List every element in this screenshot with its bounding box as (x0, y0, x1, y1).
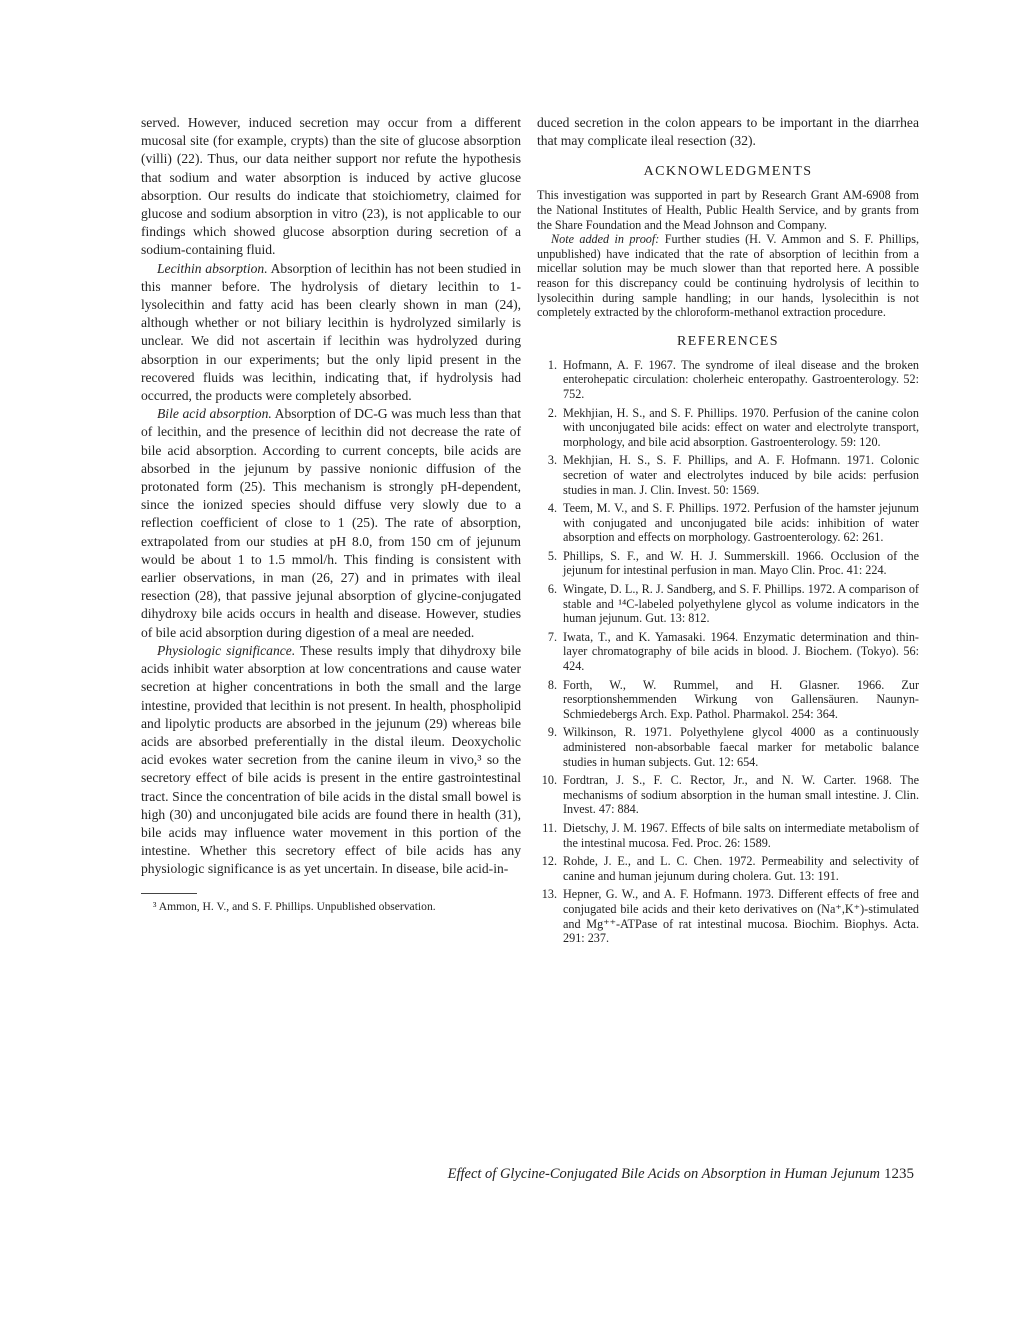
reference-text: Iwata, T., and K. Yamasaki. 1964. Enzymatic determination and thin-layer chromatography of bile acids in blood. J. Biochem. (Tokyo). 56: 424. (563, 629, 919, 674)
footnote: ³ Ammon, H. V., and S. F. Phillips. Unpublished observation. (153, 899, 436, 913)
reference-text: Wilkinson, R. 1971. Polyethylene glycol 4000 as a continuously administered non-absorbable faecal marker for metabolic balance studies in human subjects. Gut. 12: 654. (563, 725, 919, 769)
reference-number: 7. (547, 629, 557, 644)
reference-number: 8. (547, 677, 557, 692)
acknowledgments-text: This investigation was supported in part by Research Grant AM-6908 from the National Institutes of Health, Public Health Service, and by grants from the Share Foundation and the Mead Johnson and Company. (537, 188, 919, 232)
reference-item (537, 406, 919, 450)
reference-item (537, 549, 919, 578)
reference-number: 6. (547, 582, 557, 597)
run-in-heading: Physiologic significance. (157, 642, 296, 658)
reference-item (537, 358, 919, 402)
paragraph-text: Absorption of DC-G was much less than that of lecithin, and the presence of lecithin did not decrease the rate of bile acid absorption. According to current concepts, bile acids are absorbed in the jejunum by passive nonionic diffusion of the protonated form (25). This mechanism is strongly pH-dependent, since the ionized species should diffuse very slowly due to a reflection coefficient of close to 1 (25). The rate of absorption, extrapolated from our studies at pH 8.0, from 150 cm of jejunum would be about 1 to 1.5 mmol/h. This finding is consistent with earlier observations, in man (26, 27) and in primates with ileal resection (28), that passive jejunal absorption of glycine-conjugated dihydroxy bile acids occurs in health and disease. However, studies of bile acid absorption during digestion of a meal are needed. (141, 406, 521, 640)
note-heading: Note added in proof: (551, 232, 660, 247)
reference-number: 5. (547, 548, 557, 563)
reference-item (537, 725, 919, 769)
reference-text: Wingate, D. L., R. J. Sandberg, and S. F. Phillips. 1972. A comparison of stable and ¹⁴C-labeled polyethylene glycol as volume indicators in the human jejunum. Gut. 13: 812. (563, 582, 919, 626)
reference-number: 2. (547, 405, 557, 420)
reference-number: 3. (547, 453, 557, 468)
paragraph-continuation-right: duced secretion in the colon appears to be important in the diarrhea that may complicate ileal resection (32). (537, 115, 919, 149)
reference-number: 4. (547, 501, 557, 516)
paragraph-bile-acid-absorption (141, 405, 521, 642)
running-title: Effect of Glycine-Conjugated Bile Acids on Absorption in Human Jejunum (447, 1166, 880, 1182)
reference-text: Forth, W., W. Rummel, and H. Glasner. 1966. Zur resorptionshemmenden Wirkung von Gallensäuren. Naunyn-Schmiedebergs Arch. Exp. Pathol. Pharmakol. 254: 364. (563, 677, 919, 721)
paragraph-text: These results imply that dihydroxy bile acids inhibit water absorption at low concentrations and cause water secretion at higher concentrations in both the small and the large intestine, provided that lecithin is not present. In health, phospholipid and lipolytic products are absorbed in the jejunum (29) whereas bile acids are absorbed preferentially in the distal ileum. Deoxycholic acid evokes water secretion from the canine ileum in vivo,³ so the secretory effect of bile acids is present in the entire gastrointestinal tract. Since the concentration of bile acids in the distal small bowel is high (30) and unconjugated bile acids are found there in health (31), bile acids may influence water movement in this portion of the intestine. Whether this secretory effect of bile acids has any physiologic significance is as yet uncertain. In disease, bile acid-in- (141, 642, 522, 877)
page-number: 1235 (884, 1166, 914, 1182)
paragraph-physiologic-significance (141, 642, 521, 879)
reference-text: Hepner, G. W., and A. F. Hofmann. 1973. Different effects of free and conjugated bile acids and their keto derivatives on (Na⁺,K⁺)-stimulated and Mg⁺⁺-ATPase of rat intestinal mucosa. Biochim. Biophys. Acta. 291: 237. (563, 887, 919, 946)
run-in-heading: Lecithin absorption. (157, 260, 268, 276)
reference-text: Teem, M. V., and S. F. Phillips. 1972. Perfusion of the hamster jejunum with conjugated and unconjugated bile acids: inhibition of water absorption and effects on morphology. Gastroenterology. 62: 261. (563, 501, 919, 545)
paragraph-text: Absorption of lecithin has not been studied in this manner before. The hydrolysis of dietary lecithin to 1-lysolecithin and fatty acid has been clearly shown in man (24), although whether or not biliary lecithin is hydrolyzed similarly is unclear. We did not ascertain if lecithin was hydrolyzed during absorption in our experiments; but the only lipid present in the recovered fluids was lecithin, indicating that, if hydrolysis had occurred, the products were completely absorbed. (141, 260, 522, 404)
note-text: Further studies (H. V. Ammon and S. F. Phillips, unpublished) have indicated that the rate of absorption of lecithin from a micellar solution may be much slower than that reported here. A possible reason for this discrepancy could be continuing hydrolysis of lecithin to lysolecithin during sample handling; in our hands, lysolecithin is not completely extracted by the chloroform-methanol extraction procedure. (537, 232, 920, 320)
reference-number: 11. (542, 820, 557, 835)
reference-text: Fordtran, J. S., F. C. Rector, Jr., and N. W. Carter. 1968. The mechanisms of sodium absorption in the human small intestine. J. Clin. Invest. 47: 884. (563, 773, 919, 817)
reference-text: Rohde, J. E., and L. C. Chen. 1972. Permeability and selectivity of canine and human jejunum during cholera. Gut. 13: 191. (563, 854, 919, 883)
reference-list (537, 358, 919, 946)
reference-number: 9. (547, 725, 557, 740)
reference-number: 10. (541, 773, 557, 788)
reference-item (537, 773, 919, 817)
footnote-divider (141, 893, 197, 894)
references-heading: REFERENCES (677, 333, 779, 349)
reference-item (537, 453, 919, 497)
paragraph-lecithin-absorption (141, 260, 521, 406)
reference-item (537, 887, 919, 945)
reference-number: 1. (547, 357, 557, 372)
reference-item (537, 821, 919, 850)
reference-text: Mekhjian, H. S., S. F. Phillips, and A. F. Hofmann. 1971. Colonic secretion of water and electrolytes induced by bile acids: perfusion studies in man. J. Clin. Invest. 50: 1569. (563, 453, 919, 497)
reference-item (537, 582, 919, 626)
right-column (537, 114, 919, 950)
reference-text: Mekhjian, H. S., and S. F. Phillips. 1970. Perfusion of the canine colon with unconjugated bile acids: effect on water and electrolyte transport, morphology, and bile acid absorption. Gastroenterology. 59: 120. (563, 405, 919, 449)
paragraph-text: served. However, induced secretion may occur from a different mucosal site (for example, crypts) than the site of glucose absorption (villi) (22). Thus, our data neither support nor refute the hypothesis that sodium and water absorption is induced by active glucose absorption. Our results do indicate that stoichiometry, claimed for glucose and sodium absorption in vitro (23), is not applicable to our findings which showed glucose absorption during secretion of a sodium-containing fluid. (141, 115, 521, 258)
note-added-in-proof (537, 232, 919, 320)
reference-text: Hofmann, A. F. 1967. The syndrome of ileal disease and the broken enterohepatic circulation: cholerheic enteropathy. Gastroenterology. 52: 752. (563, 357, 919, 401)
run-in-heading: Bile acid absorption. (157, 406, 272, 422)
reference-item (537, 854, 919, 883)
reference-item (537, 501, 919, 545)
paragraph-continuation (141, 114, 521, 260)
left-column (141, 114, 521, 914)
reference-number: 12. (541, 854, 557, 869)
reference-item (537, 678, 919, 722)
acknowledgments-heading: ACKNOWLEDGMENTS (643, 164, 813, 180)
reference-text: Phillips, S. F., and W. H. J. Summerskill. 1966. Occlusion of the jejunum for intestinal perfusion in man. Mayo Clin. Proc. 41: 224. (563, 548, 919, 578)
reference-text: Dietschy, J. M. 1967. Effects of bile salts on intermediate metabolism of the intestinal mucosa. Fed. Proc. 26: 1589. (563, 820, 919, 850)
reference-item (537, 630, 919, 674)
reference-number: 13. (541, 887, 557, 902)
